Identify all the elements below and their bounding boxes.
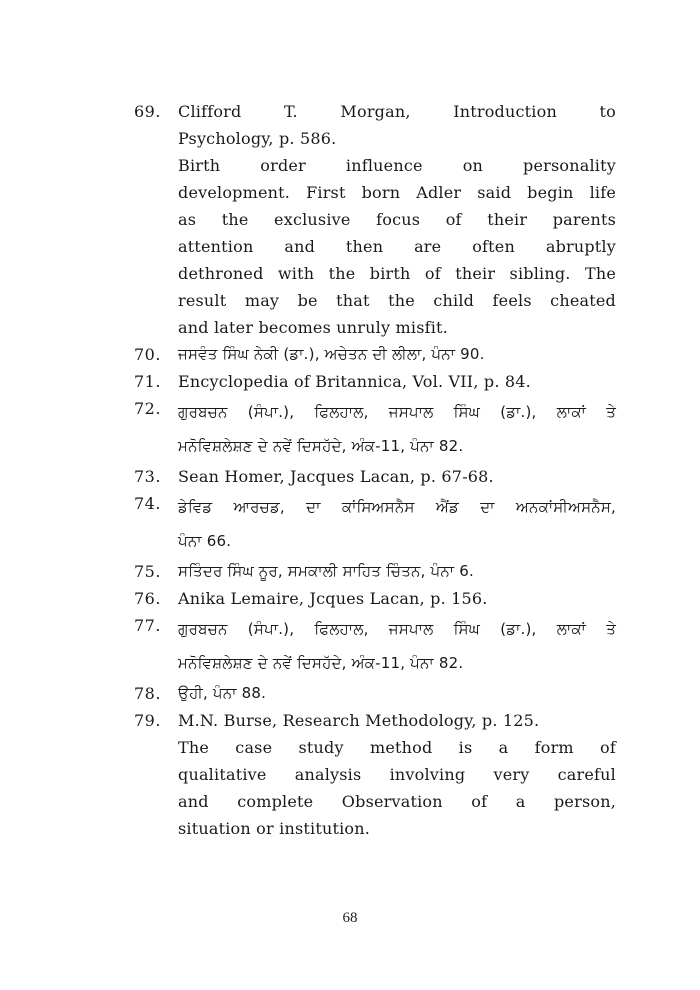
endnote-line: and complete Observation of a person, (178, 792, 616, 811)
endnote-text (178, 490, 616, 558)
page-number: 68 (342, 910, 358, 926)
endnote-number: 69. (134, 102, 161, 121)
endnote-line: ਜਸਵੰਤ ਸਿੰਘ ਨੇਕੀ (ਡਾ.), ਅਚੇਤਨ ਦੀ ਲੀਲਾ, ਪੰਨਾ 90. (178, 345, 485, 363)
endnote-line: ਮਨੋਵਿਸ਼ਲੇਸ਼ਣ ਦੇ ਨਵੇਂ ਦਿਸਹੱਦੇ, ਅੰਕ-11, ਪੰਨਾ 82. (178, 437, 464, 455)
endnote-text (178, 707, 616, 842)
endnote-74 (134, 490, 616, 558)
endnote-73 (134, 463, 616, 490)
endnote-78 (134, 680, 616, 707)
endnote-number: 78. (134, 684, 161, 703)
endnote-number: 74. (134, 494, 161, 513)
endnote-text (178, 395, 616, 463)
endnote-71 (134, 368, 616, 395)
endnote-line: and later becomes unruly misfit. (178, 318, 448, 337)
endnote-text (178, 368, 616, 395)
endnote-line: ਸਤਿੰਦਰ ਸਿੰਘ ਨੂਰ, ਸਮਕਾਲੀ ਸਾਹਿਤ ਚਿੰਤਨ, ਪੰਨਾ 6. (178, 562, 474, 580)
endnote-77 (134, 612, 616, 680)
endnote-line: ਮਨੋਵਿਸ਼ਲੇਸ਼ਣ ਦੇ ਨਵੇਂ ਦਿਸਹੱਦੇ, ਅੰਕ-11, ਪੰਨਾ 82. (178, 654, 464, 672)
endnote-number: 72. (134, 399, 161, 418)
endnote-text (178, 680, 616, 707)
endnote-line: Anika Lemaire, Jcques Lacan, p. 156. (178, 589, 488, 608)
endnote-line: Encyclopedia of Britannica, Vol. VII, p. 84. (178, 372, 531, 391)
endnote-line: result may be that the child feels cheated (178, 291, 616, 310)
endnote-line: as the exclusive focus of their parents (178, 210, 616, 229)
endnote-line: situation or institution. (178, 819, 371, 838)
endnote-line: ਗੁਰਬਚਨ (ਸੰਪਾ.), ਫਿਲਹਾਲ, ਜਸਪਾਲ ਸਿੰਘ (ਡਾ.), ਲਾਕਾਂ ਤੇ (178, 620, 616, 638)
endnote-text (178, 558, 616, 585)
endnote-line: dethroned with the birth of their sibling. The (178, 264, 616, 283)
endnote-number: 76. (134, 589, 161, 608)
endnote-line: ਡੇਵਿਡ ਆਰਚਡ, ਦਾ ਕਾਂਸਿਅਸਨੈਸ ਐਂਡ ਦਾ ਅਨਕਾਂਸੀਅਸਨੈਸ, (178, 498, 616, 516)
endnote-number: 77. (134, 616, 161, 635)
endnote-line: Birth order influence on personality (178, 156, 616, 175)
endnote-text (178, 585, 616, 612)
endnote-number: 79. (134, 711, 161, 730)
endnote-line: The case study method is a form of (178, 738, 616, 757)
endnote-text (178, 341, 616, 368)
endnote-number: 70. (134, 345, 161, 364)
endnote-line: M.N. Burse, Research Methodology, p. 125. (178, 711, 540, 730)
endnote-line: Clifford T. Morgan, Introduction to (178, 102, 616, 121)
endnote-line: ਗੁਰਬਚਨ (ਸੰਪਾ.), ਫਿਲਹਾਲ, ਜਸਪਾਲ ਸਿੰਘ (ਡਾ.), ਲਾਕਾਂ ਤੇ (178, 403, 616, 421)
endnote-line: Psychology, p. 586. (178, 129, 337, 148)
endnote-number: 73. (134, 467, 161, 486)
endnote-76 (134, 585, 616, 612)
endnote-text (178, 463, 616, 490)
endnote-line: ਪੰਨਾ 66. (178, 532, 232, 550)
endnote-number: 71. (134, 372, 161, 391)
endnote-number: 75. (134, 562, 161, 581)
endnote-79 (134, 707, 616, 842)
endnote-75 (134, 558, 616, 585)
endnote-line: ਉਹੀ, ਪੰਨਾ 88. (178, 684, 267, 702)
endnote-line: attention and then are often abruptly (178, 237, 616, 256)
endnote-text (178, 98, 616, 341)
endnote-line: development. First born Adler said begin life (178, 183, 616, 202)
endnote-69 (134, 98, 616, 341)
endnote-text (178, 612, 616, 680)
endnotes-list (134, 98, 616, 842)
endnote-70 (134, 341, 616, 368)
endnote-line: Sean Homer, Jacques Lacan, p. 67-68. (178, 467, 494, 486)
endnote-line: qualitative analysis involving very careful (178, 765, 616, 784)
endnote-72 (134, 395, 616, 463)
